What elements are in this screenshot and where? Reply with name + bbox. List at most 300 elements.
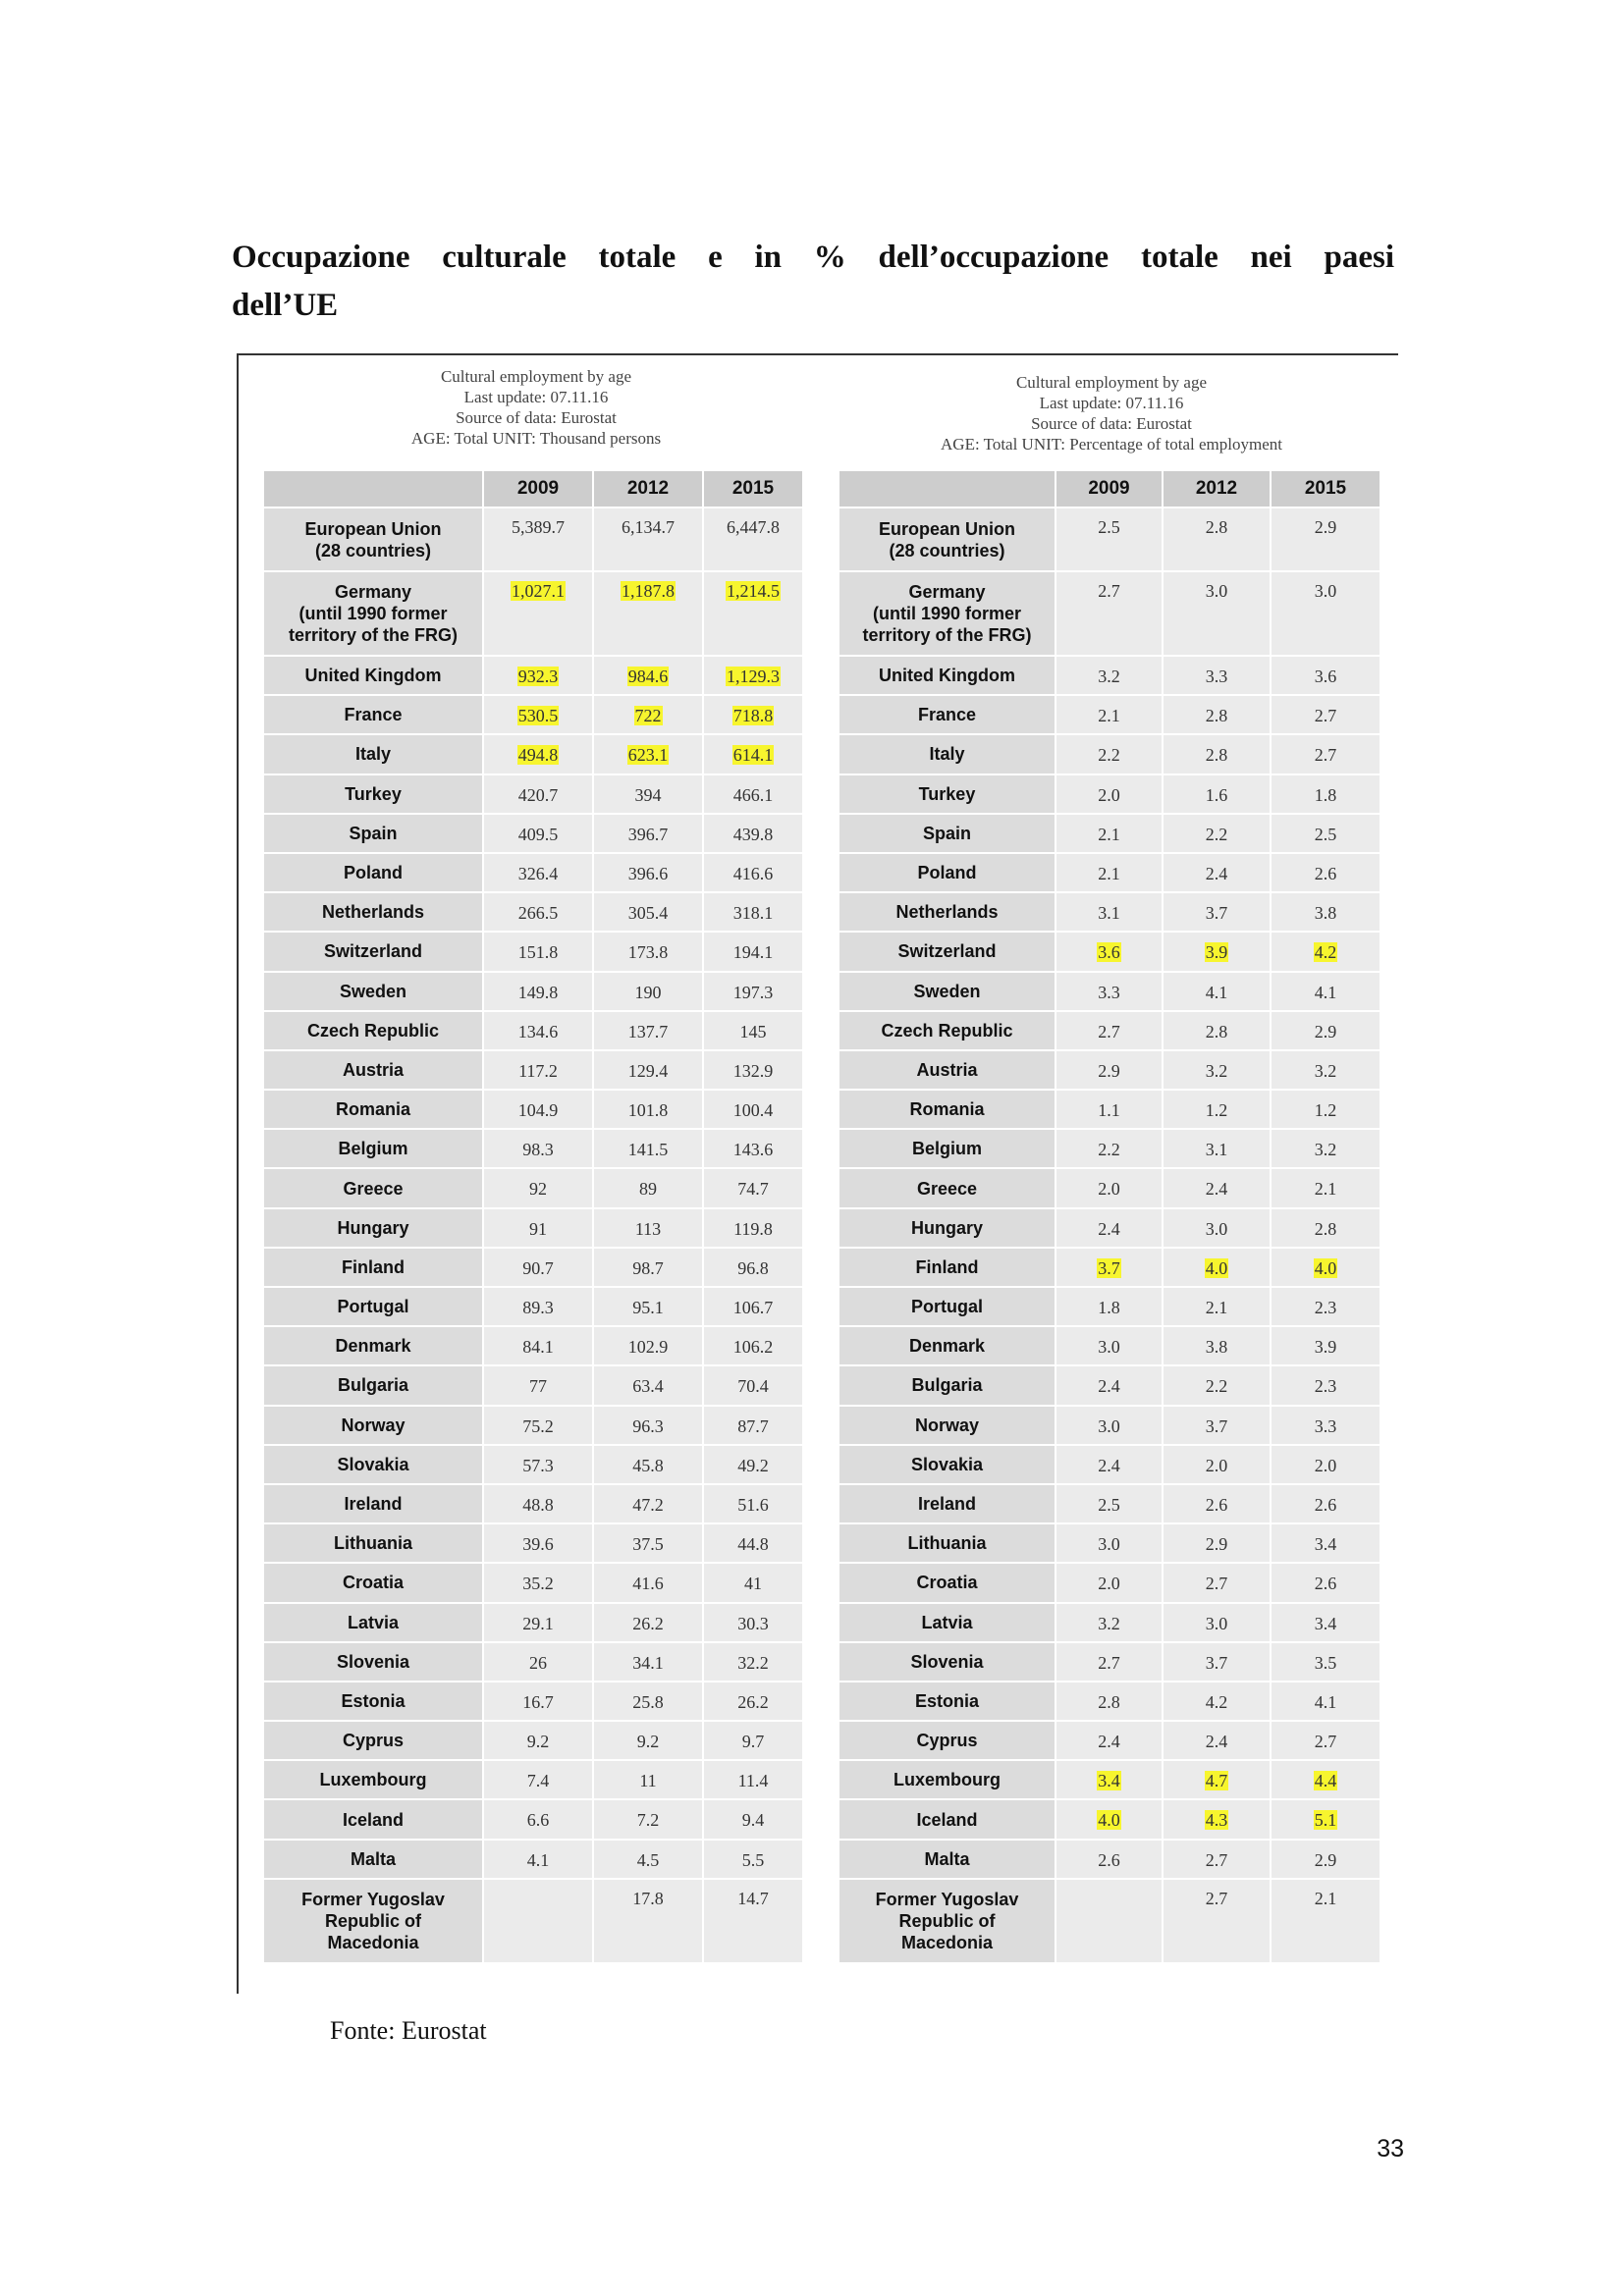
- table-cell: [704, 735, 802, 774]
- table-row: [839, 735, 1380, 774]
- table-row: [839, 1880, 1380, 1964]
- table-row: [839, 1288, 1380, 1327]
- cell-value: 2.2: [1098, 745, 1120, 766]
- table-cell: [1056, 1091, 1164, 1130]
- row-label: Turkey: [264, 775, 484, 815]
- table-row: [839, 1524, 1380, 1564]
- cell-value: 119.8: [733, 1218, 773, 1239]
- table-cell: [1056, 815, 1164, 854]
- table-row: [264, 973, 802, 1012]
- cell-value: 2.4: [1205, 1732, 1228, 1752]
- cell-value: 2.8: [1205, 1021, 1228, 1041]
- table-cell: [1056, 1485, 1164, 1524]
- table-cell: [594, 815, 704, 854]
- cell-value: 2.4: [1098, 1218, 1120, 1239]
- table-cell: [704, 893, 802, 933]
- table-cell: [1164, 508, 1272, 572]
- cell-value: 2.7: [1098, 1652, 1120, 1673]
- cell-value: 39.6: [522, 1534, 554, 1555]
- table-cell: [1056, 1288, 1164, 1327]
- table-cell: [1272, 508, 1380, 572]
- table-cell: [1056, 1012, 1164, 1051]
- cell-value: 98.3: [522, 1140, 554, 1160]
- cell-value: 9.4: [741, 1810, 765, 1831]
- table-cell: [704, 854, 802, 893]
- table-row: [264, 1012, 802, 1051]
- highlighted-value: 5.1: [1314, 1810, 1337, 1831]
- caption-line: AGE: Total UNIT: Thousand persons: [410, 429, 662, 448]
- table-cell: [594, 1091, 704, 1130]
- table-cell: [1272, 1800, 1380, 1840]
- table-cell: [594, 973, 704, 1012]
- cell-value: 2.3: [1314, 1376, 1337, 1397]
- table-cell: [1164, 1091, 1272, 1130]
- cell-value: 3.0: [1205, 581, 1228, 601]
- row-label: Latvia: [839, 1604, 1056, 1643]
- cell-value: 3.3: [1205, 667, 1228, 686]
- table-cell: [484, 1327, 594, 1366]
- table-row: [264, 1407, 802, 1446]
- cell-value: 3.2: [1314, 1060, 1337, 1081]
- table-cell: [1272, 1091, 1380, 1130]
- cell-value: 3.2: [1205, 1060, 1228, 1081]
- row-label: Cyprus: [839, 1722, 1056, 1761]
- cell-value: 3.0: [1098, 1415, 1120, 1436]
- highlighted-value: 1,214.5: [727, 581, 780, 601]
- table-cell: [484, 893, 594, 933]
- row-label: Norway: [839, 1407, 1056, 1446]
- cell-value: 4.1: [1314, 982, 1337, 1002]
- cell-value: 2.6: [1098, 1849, 1120, 1870]
- table-cell: [594, 572, 704, 657]
- table-row: [839, 1366, 1380, 1406]
- cell-value: 2.8: [1314, 1218, 1337, 1239]
- table-cell: [484, 1407, 594, 1446]
- table-row: [839, 973, 1380, 1012]
- table-cell: [1272, 735, 1380, 774]
- cell-value: 3.0: [1098, 1534, 1120, 1555]
- row-label: France: [839, 696, 1056, 735]
- table-row: [264, 1485, 802, 1524]
- header-row: [839, 471, 1380, 508]
- row-label: Lithuania: [264, 1524, 484, 1564]
- table-row: [264, 933, 802, 972]
- cell-value: 90.7: [522, 1257, 554, 1278]
- cell-value: 2.7: [1098, 581, 1120, 601]
- cell-value: 2.9: [1098, 1060, 1120, 1081]
- cell-value: 41: [744, 1574, 762, 1594]
- table-cell: [1056, 508, 1164, 572]
- table-row: [839, 1485, 1380, 1524]
- cell-value: 25.8: [632, 1691, 664, 1712]
- cell-value: 47.2: [632, 1494, 664, 1515]
- source-note: Fonte: Eurostat: [330, 2016, 487, 2045]
- table-row: [264, 1327, 802, 1366]
- cell-value: 2.5: [1098, 1494, 1120, 1515]
- cell-value: 34.1: [632, 1652, 664, 1673]
- row-label: Italy: [264, 735, 484, 774]
- cell-value: 132.9: [732, 1060, 774, 1081]
- table-cell: [594, 735, 704, 774]
- table-cell: [704, 1880, 802, 1964]
- cell-value: 45.8: [632, 1455, 664, 1475]
- row-label: Austria: [264, 1051, 484, 1091]
- table-row: [839, 1012, 1380, 1051]
- table-cell: [1272, 1761, 1380, 1800]
- cell-value: 439.8: [732, 824, 774, 844]
- row-label: Denmark: [264, 1327, 484, 1366]
- table-cell: [1164, 1327, 1272, 1366]
- table-cell: [484, 1880, 594, 1964]
- table-cell: [594, 1841, 704, 1880]
- cell-value: 1.1: [1098, 1100, 1120, 1121]
- cell-value: 137.7: [627, 1021, 669, 1041]
- cultural-employment-thousands-table: [264, 471, 802, 1964]
- cell-value: 84.1: [522, 1337, 554, 1358]
- cell-value: 2.8: [1205, 745, 1228, 766]
- table-row: [264, 815, 802, 854]
- table-cell: [1272, 933, 1380, 972]
- cell-value: 3.0: [1314, 581, 1337, 601]
- row-label: Greece: [264, 1169, 484, 1208]
- table-cell: [1056, 1880, 1164, 1964]
- cell-value: 2.4: [1098, 1376, 1120, 1397]
- cell-value: 197.3: [732, 982, 774, 1002]
- table-cell: [704, 1446, 802, 1485]
- table-cell: [484, 696, 594, 735]
- cell-value: 9.2: [526, 1732, 550, 1752]
- cell-value: 113: [634, 1218, 662, 1239]
- row-label: Luxembourg: [839, 1761, 1056, 1800]
- table-row: [839, 1407, 1380, 1446]
- table-cell: [704, 1643, 802, 1682]
- row-label: Bulgaria: [264, 1366, 484, 1406]
- table-cell: [1164, 1051, 1272, 1091]
- table-cell: [1056, 1249, 1164, 1288]
- table-cell: [704, 1682, 802, 1722]
- highlighted-value: 3.6: [1098, 942, 1120, 963]
- row-label: Romania: [839, 1091, 1056, 1130]
- cell-value: 5.5: [741, 1849, 765, 1870]
- cell-value: 2.8: [1205, 706, 1228, 726]
- row-label: European Union (28 countries): [839, 508, 1056, 572]
- table-row: [839, 1130, 1380, 1169]
- table-cell: [1272, 1327, 1380, 1366]
- table-row: [839, 815, 1380, 854]
- row-label: Sweden: [839, 973, 1056, 1012]
- cell-value: 7.4: [526, 1771, 550, 1791]
- cell-value: 95.1: [632, 1298, 664, 1317]
- cell-value: 2.1: [1098, 706, 1120, 726]
- cell-value: 101.8: [627, 1100, 669, 1121]
- cell-value: 96.3: [632, 1415, 664, 1436]
- cell-value: 29.1: [522, 1613, 554, 1633]
- table-cell: [484, 572, 594, 657]
- table-row: [839, 1169, 1380, 1208]
- row-label: Slovenia: [839, 1643, 1056, 1682]
- cell-value: 2.7: [1314, 1732, 1337, 1752]
- highlighted-value: 4.4: [1314, 1771, 1337, 1791]
- table-cell: [594, 1130, 704, 1169]
- highlighted-value: 530.5: [517, 706, 559, 726]
- table-cell: [704, 1841, 802, 1880]
- table-cell: [1164, 1366, 1272, 1406]
- cell-value: 318.1: [732, 903, 774, 924]
- table-row: [839, 696, 1380, 735]
- header-row: [264, 471, 802, 508]
- row-label: United Kingdom: [839, 657, 1056, 696]
- table-cell: [1056, 1564, 1164, 1603]
- table-cell: [594, 1366, 704, 1406]
- table-cell: [484, 1169, 594, 1208]
- cell-value: 26.2: [737, 1691, 769, 1712]
- row-label: Portugal: [264, 1288, 484, 1327]
- cell-value: 49.2: [737, 1455, 769, 1475]
- table-cell: [1056, 1327, 1164, 1366]
- table-row: [839, 1564, 1380, 1603]
- highlighted-value: 494.8: [517, 745, 559, 766]
- table-caption-percentage: [837, 372, 1386, 454]
- cell-value: 2.4: [1098, 1732, 1120, 1752]
- cell-value: 3.0: [1098, 1337, 1120, 1358]
- cell-value: 11: [639, 1771, 657, 1791]
- table-row: [264, 508, 802, 572]
- table-cell: [484, 1524, 594, 1564]
- cell-value: 3.3: [1098, 982, 1120, 1002]
- cell-value: 104.9: [517, 1100, 559, 1121]
- table-cell: [1164, 973, 1272, 1012]
- cell-value: 151.8: [517, 942, 559, 963]
- row-label: Switzerland: [264, 933, 484, 972]
- table-cell: [704, 1524, 802, 1564]
- table-cell: [484, 1643, 594, 1682]
- cell-value: 2.7: [1314, 745, 1337, 766]
- column-header: 2015: [1272, 471, 1380, 508]
- cell-value: 2.6: [1205, 1494, 1228, 1515]
- table-row: [839, 1682, 1380, 1722]
- header-corner: [264, 471, 484, 508]
- table-row: [839, 1800, 1380, 1840]
- cell-value: 143.6: [732, 1140, 774, 1160]
- table-cell: [484, 735, 594, 774]
- table-cell: [484, 508, 594, 572]
- table-cell: [594, 1722, 704, 1761]
- table-cell: [1164, 572, 1272, 657]
- table-cell: [594, 1800, 704, 1840]
- table-cell: [1164, 1209, 1272, 1249]
- table-cell: [1272, 1564, 1380, 1603]
- table-row: [264, 572, 802, 657]
- table-cell: [484, 854, 594, 893]
- cell-value: 409.5: [517, 824, 559, 844]
- highlighted-value: 3.9: [1205, 942, 1228, 963]
- cell-value: 141.5: [627, 1140, 669, 1160]
- cell-value: 2.6: [1314, 863, 1337, 883]
- cell-value: 2.0: [1314, 1455, 1337, 1475]
- table-cell: [484, 973, 594, 1012]
- table-cell: [1164, 1643, 1272, 1682]
- column-header: 2009: [484, 471, 594, 508]
- cell-value: 190: [634, 982, 662, 1002]
- cell-value: 2.0: [1098, 1574, 1120, 1594]
- table-cell: [594, 1880, 704, 1964]
- table-row: [264, 735, 802, 774]
- table-row: [264, 1209, 802, 1249]
- header-corner: [839, 471, 1056, 508]
- table-row: [264, 1091, 802, 1130]
- cell-value: 100.4: [732, 1100, 774, 1121]
- table-cell: [704, 775, 802, 815]
- cell-value: 102.9: [627, 1337, 669, 1358]
- table-row: [839, 854, 1380, 893]
- table-cell: [704, 1407, 802, 1446]
- cell-value: 14.7: [737, 1888, 769, 1908]
- table-row: [264, 1366, 802, 1406]
- table-cell: [1164, 1841, 1272, 1880]
- table-cell: [484, 933, 594, 972]
- row-label: Romania: [264, 1091, 484, 1130]
- cell-value: 4.1: [526, 1849, 550, 1870]
- row-label: Latvia: [264, 1604, 484, 1643]
- table-cell: [484, 1761, 594, 1800]
- row-label: Ireland: [839, 1485, 1056, 1524]
- row-label: Spain: [839, 815, 1056, 854]
- cell-value: 6,447.8: [727, 517, 780, 537]
- cell-value: 2.5: [1314, 824, 1337, 844]
- table-cell: [1272, 1682, 1380, 1722]
- table-row: [839, 1249, 1380, 1288]
- row-label: Cyprus: [264, 1722, 484, 1761]
- table-cell: [1056, 1407, 1164, 1446]
- table-cell: [594, 893, 704, 933]
- cell-value: 3.7: [1205, 903, 1228, 924]
- cell-value: 2.0: [1098, 1179, 1120, 1200]
- table-cell: [484, 1800, 594, 1840]
- table-cell: [1056, 1722, 1164, 1761]
- cell-value: 145: [739, 1021, 767, 1041]
- caption-line: Source of data: Eurostat: [456, 408, 617, 427]
- table-cell: [594, 775, 704, 815]
- table-cell: [1164, 893, 1272, 933]
- table-cell: [704, 1800, 802, 1840]
- table-cell: [704, 933, 802, 972]
- table-cell: [484, 1366, 594, 1406]
- cell-value: 2.3: [1314, 1298, 1337, 1317]
- cell-value: 63.4: [632, 1376, 664, 1397]
- table-cell: [1164, 1130, 1272, 1169]
- table-cell: [594, 1446, 704, 1485]
- table-cell: [1164, 1012, 1272, 1051]
- table-cell: [704, 1761, 802, 1800]
- cell-value: 2.7: [1098, 1021, 1120, 1041]
- table-cell: [594, 1249, 704, 1288]
- cell-value: 3.8: [1205, 1337, 1228, 1358]
- table-cell: [594, 933, 704, 972]
- table-cell: [1272, 775, 1380, 815]
- cell-value: 2.2: [1098, 1140, 1120, 1160]
- cell-value: 2.7: [1205, 1574, 1228, 1594]
- table-row: [264, 1564, 802, 1603]
- cell-value: 11.4: [737, 1771, 769, 1791]
- cell-value: 2.9: [1314, 1849, 1337, 1870]
- cell-value: 2.0: [1205, 1455, 1228, 1475]
- section-title: [232, 234, 1394, 330]
- table-cell: [1272, 973, 1380, 1012]
- cell-value: 1.2: [1205, 1100, 1228, 1121]
- table-cell: [1164, 1880, 1272, 1964]
- row-label: Former Yugoslav Republic of Macedonia: [264, 1880, 484, 1964]
- table-cell: [1272, 696, 1380, 735]
- cell-value: 3.6: [1314, 667, 1337, 686]
- table-row: [839, 1209, 1380, 1249]
- table-row: [264, 696, 802, 735]
- cell-value: 91: [529, 1218, 547, 1239]
- table-cell: [1272, 1880, 1380, 1964]
- table-cell: [1272, 1051, 1380, 1091]
- cell-value: 89.3: [522, 1298, 554, 1317]
- cell-value: 3.0: [1205, 1218, 1228, 1239]
- cell-value: 106.7: [732, 1298, 774, 1317]
- row-label: Ireland: [264, 1485, 484, 1524]
- table-cell: [484, 1841, 594, 1880]
- table-row: [264, 1880, 802, 1964]
- table-cell: [484, 1288, 594, 1327]
- cell-value: 5,389.7: [512, 517, 565, 537]
- cell-value: 2.7: [1205, 1849, 1228, 1870]
- table-cell: [484, 657, 594, 696]
- table-row: [839, 1761, 1380, 1800]
- cell-value: 466.1: [732, 784, 774, 805]
- table-cell: [1272, 1366, 1380, 1406]
- table-row: [264, 1722, 802, 1761]
- table-cell: [594, 1643, 704, 1682]
- row-label: Lithuania: [839, 1524, 1056, 1564]
- table-cell: [594, 1012, 704, 1051]
- table-cell: [704, 1288, 802, 1327]
- cell-value: 9.7: [741, 1732, 765, 1752]
- cell-value: 3.0: [1205, 1613, 1228, 1633]
- table-row: [264, 1130, 802, 1169]
- table-row: [839, 508, 1380, 572]
- table-cell: [1164, 1524, 1272, 1564]
- cell-value: 2.2: [1205, 1376, 1228, 1397]
- table-cell: [1056, 973, 1164, 1012]
- table-cell: [1272, 1446, 1380, 1485]
- table-cell: [1272, 893, 1380, 933]
- table-cell: [1056, 572, 1164, 657]
- highlighted-value: 1,129.3: [727, 667, 780, 686]
- table-cell: [704, 1249, 802, 1288]
- table-row: [264, 854, 802, 893]
- row-label: Czech Republic: [264, 1012, 484, 1051]
- table-cell: [704, 1485, 802, 1524]
- row-label: Malta: [839, 1841, 1056, 1880]
- row-label: Turkey: [839, 775, 1056, 815]
- row-label: Slovakia: [264, 1446, 484, 1485]
- table-cell: [484, 1012, 594, 1051]
- cell-value: 44.8: [737, 1534, 769, 1555]
- table-cell: [1164, 1604, 1272, 1643]
- cell-value: 3.8: [1314, 903, 1337, 924]
- cell-value: 396.6: [627, 863, 669, 883]
- table-cell: [1272, 815, 1380, 854]
- highlighted-value: 4.0: [1098, 1810, 1120, 1831]
- table-cell: [1056, 1446, 1164, 1485]
- cell-value: 129.4: [627, 1060, 669, 1081]
- table-row: [839, 1327, 1380, 1366]
- section-title-line: Occupazione culturale totale e in % dell’occupazione totale nei paesi: [232, 240, 1394, 275]
- cell-value: 3.5: [1314, 1652, 1337, 1673]
